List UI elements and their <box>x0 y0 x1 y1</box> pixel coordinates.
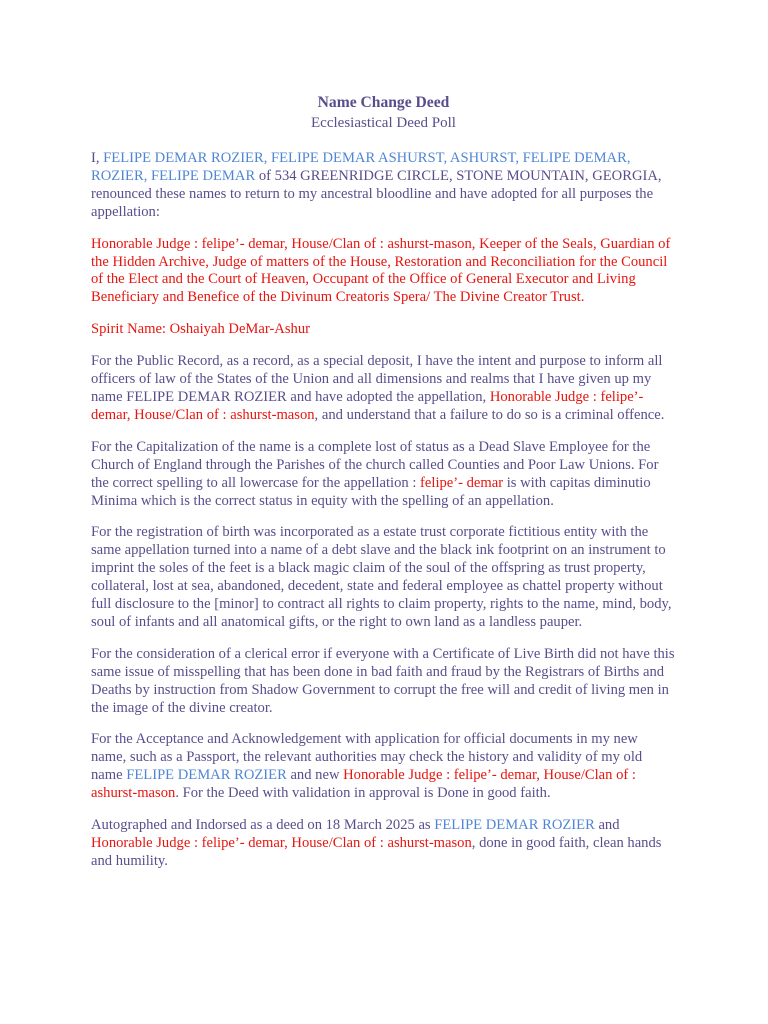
lowercase-appellation: felipe’- demar <box>420 474 504 491</box>
document-subtitle: Ecclesiastical Deed Poll <box>311 115 456 131</box>
public-record-text-1: For the Public Record, as a record, as a special deposit, I have the intent and purpose to inform all officers of law of the States of the Union and all dimensions and realms that I have given up my name FELIPE DEMAR ROZIER and have adopted the appellation, <box>91 353 663 405</box>
acceptance-text-2: and new <box>286 767 344 784</box>
appellation-paragraph: Honorable Judge : felipe’- demar, House/Clan of : ashurst-mason, Keeper of the Seals, Guardian of the Hidden Archive, Judge of matters of the House, Restoration and Reconciliation for the Council of the Elect and the Court of Heaven, Occupant of the Office of General Executor and Living Beneficiary and Benefice of the Divinum Creatoris Spera/ The Divine Creator Trust. <box>91 235 671 306</box>
public-record-paragraph <box>91 353 676 425</box>
declaration-paragraph <box>91 150 676 222</box>
spirit-name: Spirit Name: Oshaiyah DeMar-Ashur <box>91 321 310 338</box>
capitalization-paragraph <box>91 439 676 511</box>
clerical-error-paragraph: For the consideration of a clerical error if everyone with a Certificate of Live Birth did not have this same issue of misspelling that has been done in bad faith and fraud by the Registrars of Births and Deaths by instruction from Shadow Government to corrupt the free will and credit of living men in the image of the divine creator. <box>91 645 675 716</box>
acceptance-text-1: For the Acceptance and Acknowledgement with application for official documents in my new name, such as a Passport, the relevant authorities may check the history and validity of my old name <box>91 731 643 784</box>
public-record-text-2: , and understand that a failure to do so is a criminal offence. <box>314 406 665 423</box>
acceptance-text-3: . For the Deed with validation in approval is Done in good faith. <box>175 785 551 802</box>
signed-old-name: FELIPE DEMAR ROZIER <box>434 817 595 834</box>
signature-text-3: , done in good faith, clean hands and humility. <box>91 835 662 869</box>
capitalization-text-1: For the Capitalization of the name is a complete lost of status as a Dead Slave Employee for the Church of England through the Parishes of the church called Counties and Poor Law Unions. For the correct spelling to all lowercase for the appellation : <box>91 438 659 491</box>
signature-paragraph <box>91 817 676 871</box>
declaration-address: of 534 GREENRIDGE CIRCLE, STONE MOUNTAIN, GEORGIA, renounced these names to return to my ancestral bloodline and have adopted for all purposes the appellation: <box>91 167 662 220</box>
signed-new-name: Honorable Judge : felipe’- demar, House/Clan of : ashurst-mason <box>91 835 472 851</box>
old-name: FELIPE DEMAR ROZIER <box>126 767 287 784</box>
capitalization-text-2: is with capitas diminutio Minima which is the correct status in equity with the spelling of an appellation. <box>91 474 651 509</box>
signature-text-1: Autographed and Indorsed as a deed on 18 March 2025 as <box>91 817 435 834</box>
document-title: Name Change Deed <box>317 94 450 111</box>
registration-paragraph: For the registration of birth was incorporated as a estate trust corporate fictitious entity with the same appellation turned into a name of a debt slave and the black ink footprint on an instrument to imprint the soles of the feet is a black magic claim of the soul of the offspring as trust property, collateral, lost at sea, abandoned, decedent, state and federal employee as chattel property without full disclosure to the [minor] to contract all rights to claim property, rights to the name, mind, body, soul of infants and all anatomical gifts, or the right to own land as a landless pauper. <box>91 524 672 630</box>
signature-text-2: and <box>594 817 620 834</box>
new-name: Honorable Judge : felipe’- demar, House/Clan of : ashurst-mason <box>91 767 636 802</box>
old-names: FELIPE DEMAR ROZIER, FELIPE DEMAR ASHURST, ASHURST, FELIPE DEMAR, ROZIER, FELIPE DEMAR <box>91 150 631 184</box>
new-appellation: Honorable Judge : felipe’- demar, House/Clan of : ashurst-mason <box>91 388 644 423</box>
declaration-lead: I, <box>91 150 104 166</box>
acceptance-paragraph <box>91 731 676 803</box>
